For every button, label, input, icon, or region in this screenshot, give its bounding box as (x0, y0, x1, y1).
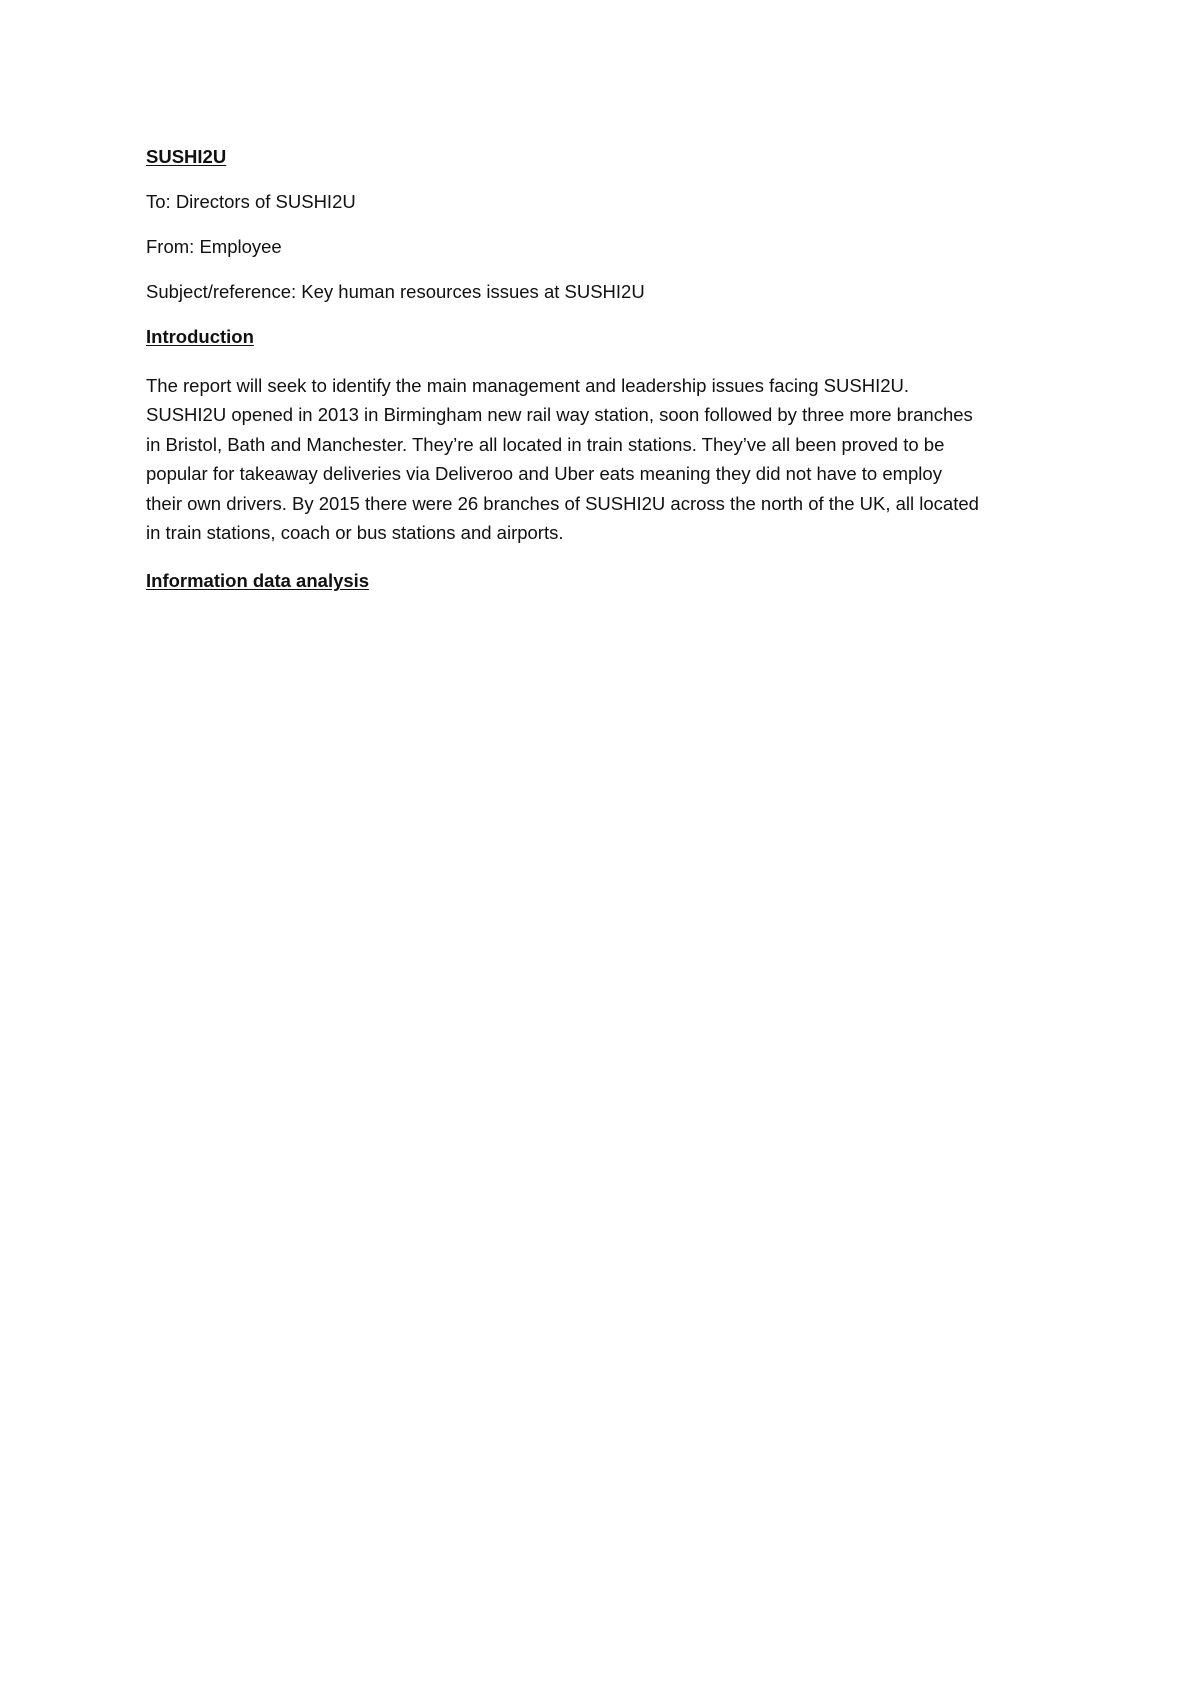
paragraph-line: their own drivers. By 2015 there were 26 branches of SUSHI2U across the north of the UK, all located (146, 492, 979, 514)
memo-to: To: Directors of SUSHI2U (146, 191, 356, 212)
paragraph-line: in Bristol, Bath and Manchester. They’re all located in train stations. They’ve all been proved to be (146, 433, 945, 455)
paragraph-line: SUSHI2U opened in 2013 in Birmingham new rail way station, soon followed by three more branches (146, 404, 973, 426)
memo-subject: Subject/reference: Key human resources issues at SUSHI2U (146, 281, 645, 302)
document-body (146, 146, 1066, 615)
memo-from: From: Employee (146, 236, 282, 257)
section-heading-information-data-analysis: Information data analysis (146, 570, 370, 592)
section-heading-introduction: Introduction (146, 326, 254, 347)
document-title: SUSHI2U (146, 146, 227, 167)
paragraph-line: in train stations, coach or bus stations and airports. (146, 522, 564, 544)
introduction-paragraph (146, 371, 1066, 547)
paragraph-line: The report will seek to identify the main management and leadership issues facing SUSHI2U. (146, 375, 909, 396)
paragraph-line: popular for takeaway deliveries via Deliveroo and Uber eats meaning they did not have to employ (146, 463, 942, 485)
